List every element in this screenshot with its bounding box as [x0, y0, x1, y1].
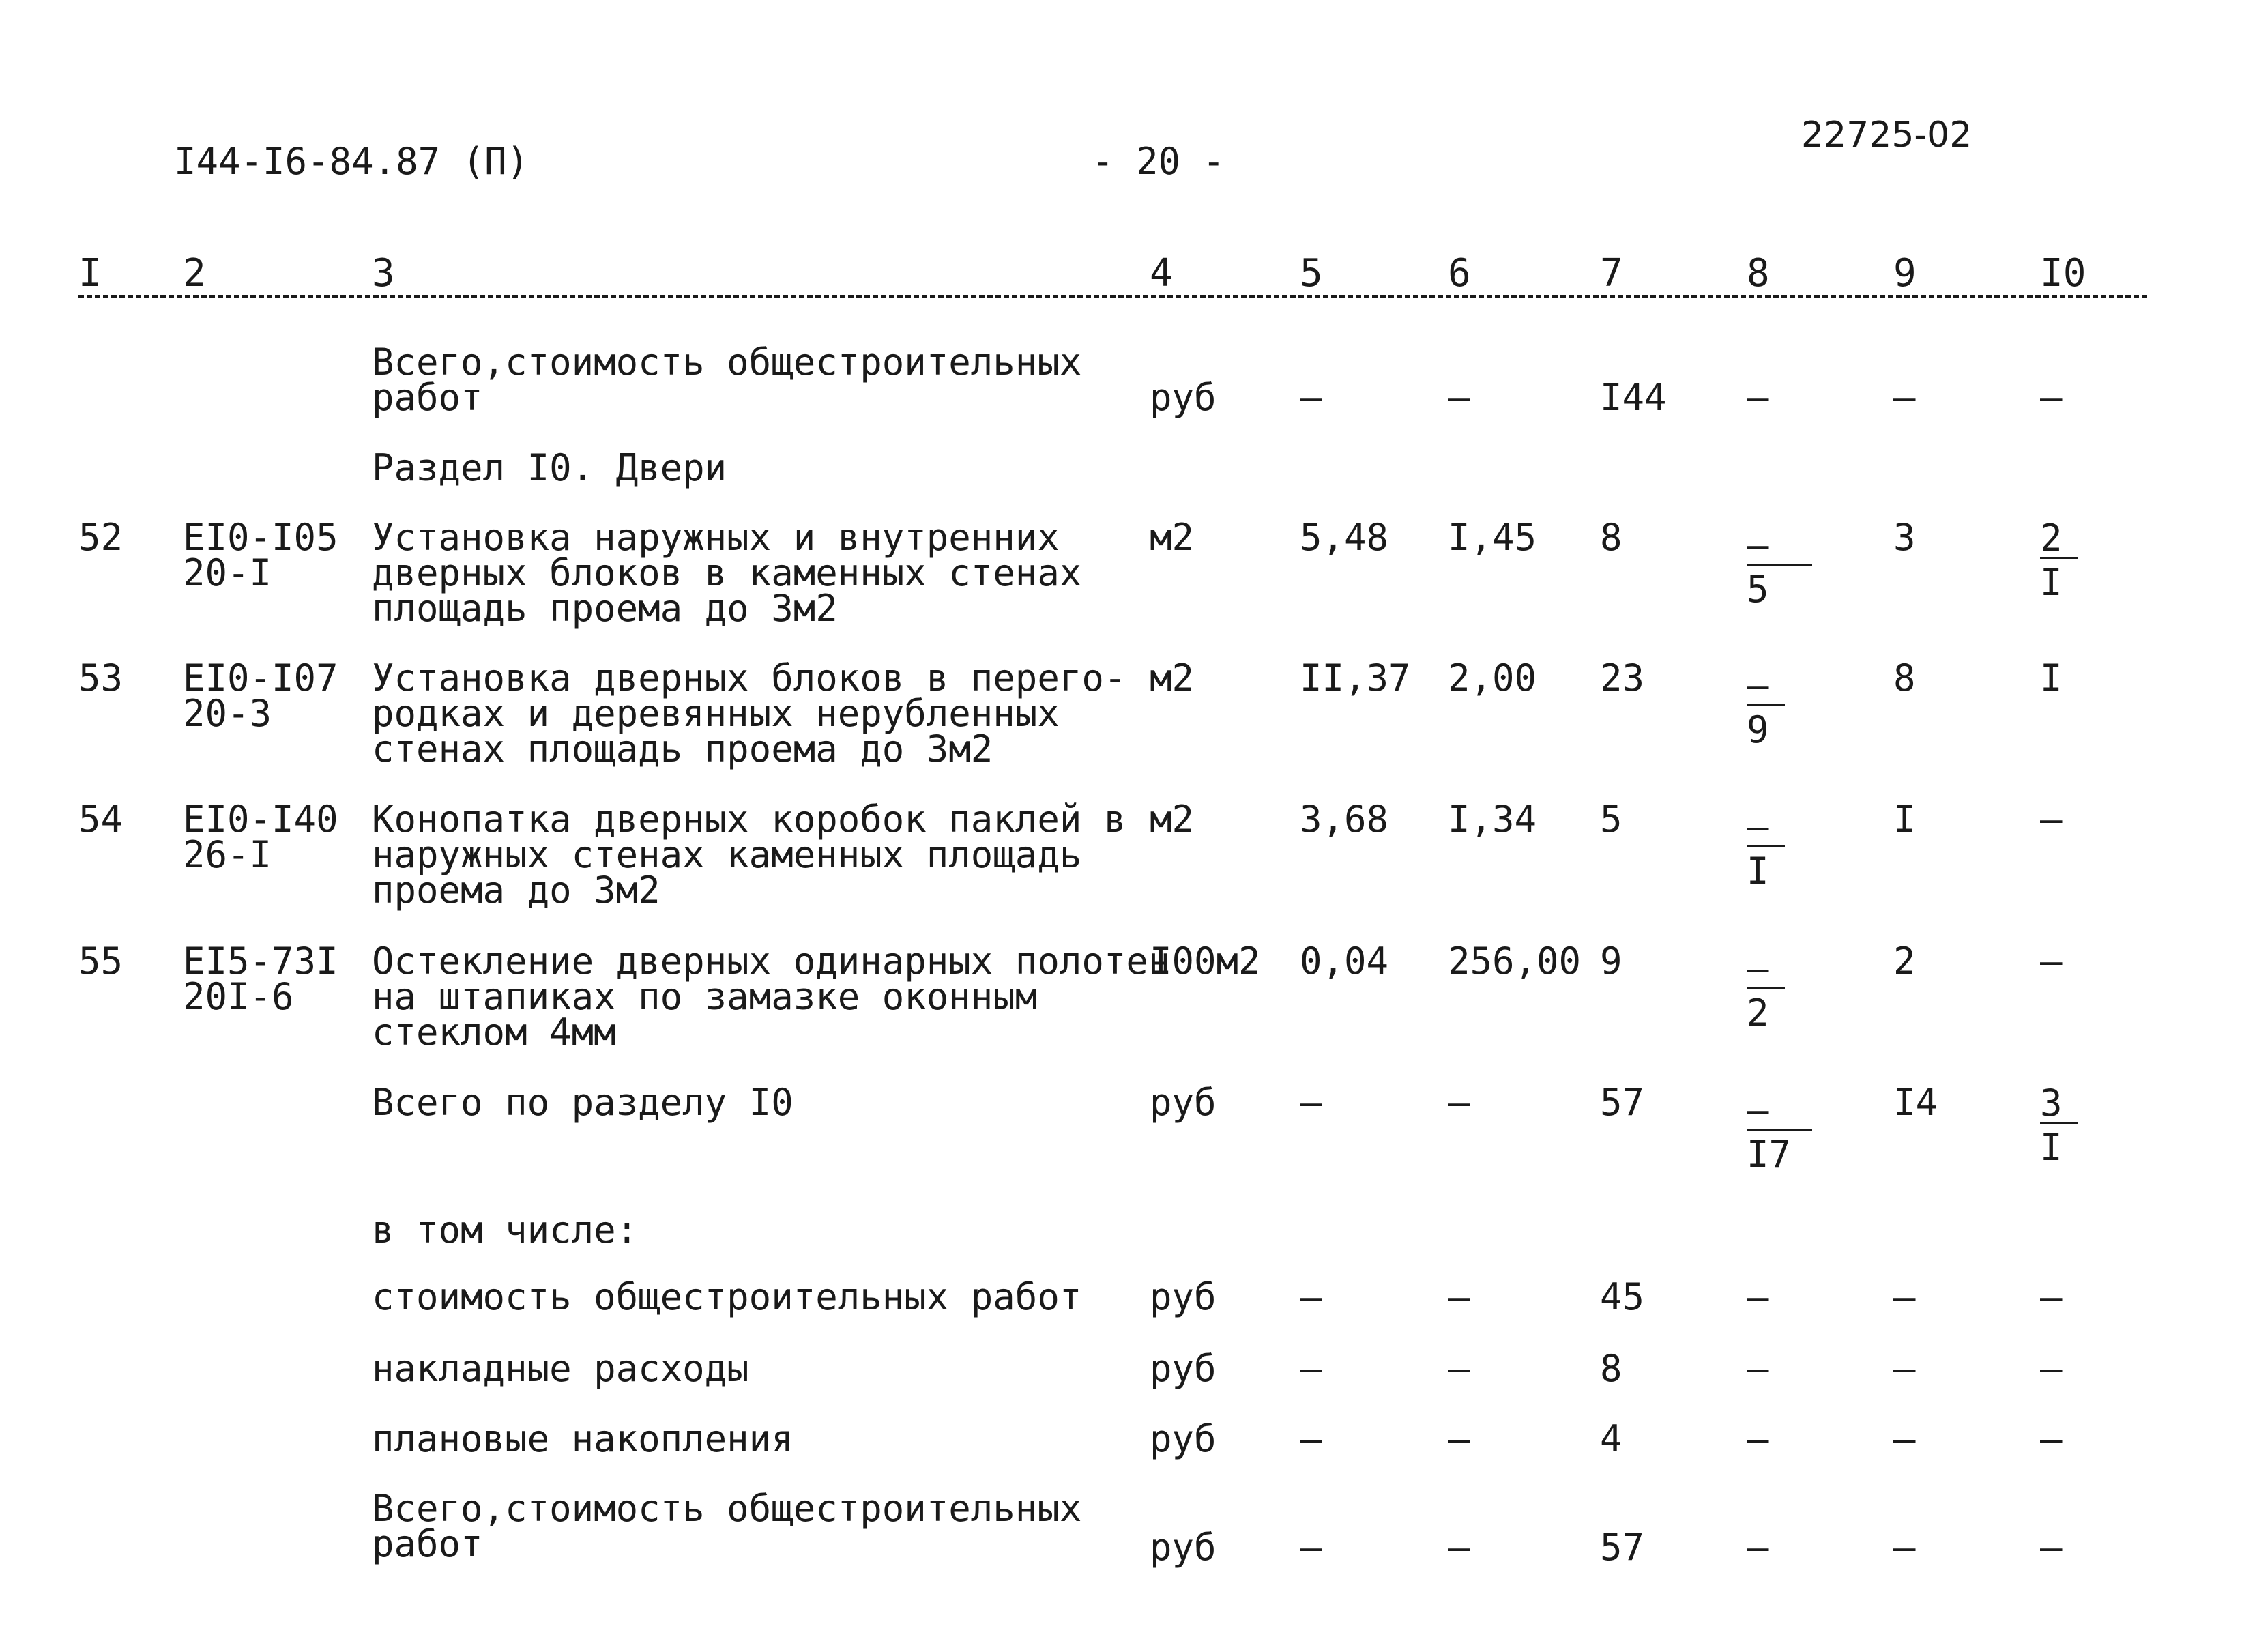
row-52-c6: I,45 [1448, 516, 1537, 559]
column-number-5: 5 [1300, 251, 1323, 295]
row-53-c9: 8 [1893, 656, 1916, 699]
row-55-c5: 0,04 [1300, 940, 1389, 983]
column-number-9: 9 [1893, 251, 1917, 295]
row-54-unit: м2 [1150, 798, 1195, 841]
sub2-c6: – [1448, 1347, 1470, 1390]
general-total-c5: – [1300, 1526, 1322, 1569]
sub2-c5: – [1300, 1347, 1322, 1390]
row-55-c6: 256,00 [1448, 940, 1582, 983]
column-number-4: 4 [1150, 251, 1173, 295]
row-54-desc: Конопатка дверных коробок паклей в наружных стенах каменных площадь проема до 3м2 [372, 798, 1126, 912]
sub3-c9: – [1893, 1417, 1916, 1460]
sub1-c5: – [1300, 1275, 1322, 1318]
sub2-unit: руб [1150, 1347, 1217, 1390]
sub3-c8: – [1747, 1417, 1769, 1460]
column-number-7: 7 [1600, 251, 1623, 295]
row-54-c6: I,34 [1448, 798, 1537, 841]
general-total-c10: – [2040, 1526, 2063, 1569]
row-55-c8-fraction: – 2 [1747, 951, 1785, 1032]
sub1-c9: – [1893, 1275, 1916, 1318]
row-52-c10-fraction: $\frac{2}{I}$ [2040, 520, 2078, 601]
row-54-c10: – [2040, 798, 2063, 841]
general-total-unit: руб [1150, 1526, 1217, 1569]
sub1-desc: стоимость общестроительных работ [372, 1275, 1082, 1318]
row-54-c7: 5 [1600, 798, 1622, 841]
document-code: I44-I6-84.87 (П) [174, 140, 529, 183]
sub1-c6: – [1448, 1275, 1470, 1318]
row-55-c9: 2 [1893, 940, 1916, 983]
sub1-unit: руб [1150, 1275, 1217, 1318]
sub1-c7: 45 [1600, 1275, 1645, 1318]
row-52-code: EI0-I05 20-I [183, 516, 338, 594]
sub2-c8: – [1747, 1347, 1769, 1390]
general-total-c8: – [1747, 1526, 1769, 1569]
sub2-c9: – [1893, 1347, 1916, 1390]
sub2-c7: 8 [1600, 1347, 1622, 1390]
section-total-unit: руб [1150, 1081, 1217, 1124]
column-number-10: I0 [2040, 251, 2086, 295]
row-53-number: 53 [78, 656, 123, 699]
section-total-desc: Всего по разделу I0 [372, 1081, 793, 1124]
including-label: в том числе: [372, 1208, 639, 1251]
sub3-c5: – [1300, 1417, 1322, 1460]
row-55-number: 55 [78, 940, 123, 983]
column-header-rule [78, 295, 2147, 298]
row-total-before-c10: – [2040, 376, 2063, 419]
row-total-before-unit: руб [1150, 376, 1217, 419]
row-53-unit: м2 [1150, 656, 1195, 699]
row-53-c5: II,37 [1300, 656, 1411, 699]
section-total-c5: – [1300, 1081, 1322, 1124]
row-55-code: EI5-73I 20I-6 [183, 940, 338, 1018]
row-54-code: EI0-I40 26-I [183, 798, 338, 876]
sub3-unit: руб [1150, 1417, 1217, 1460]
row-55-desc: Остекление дверных одинарных полотен на штапиках по замазке оконным стеклом 4мм [372, 940, 1171, 1054]
row-total-before-c5: – [1300, 376, 1322, 419]
row-52-c5: 5,48 [1300, 516, 1389, 559]
row-55-unit: I00м2 [1150, 940, 1261, 983]
column-number-6: 6 [1448, 251, 1471, 295]
sub1-c10: – [2040, 1275, 2063, 1318]
row-55-c10: – [2040, 940, 2063, 983]
sub3-c6: – [1448, 1417, 1470, 1460]
section-total-c6: – [1448, 1081, 1470, 1124]
section-total-c9: I4 [1893, 1081, 1938, 1124]
row-53-c6: 2,00 [1448, 656, 1537, 699]
page-number: - 20 - [1092, 140, 1225, 183]
section-total-c8-fraction: – I7 [1747, 1092, 1812, 1173]
row-55-c7: 9 [1600, 940, 1622, 983]
row-total-before-c9: – [1893, 376, 1916, 419]
row-total-before-c6: – [1448, 376, 1470, 419]
section-title: Раздел I0. Двери [372, 446, 727, 489]
column-number-2: 2 [183, 251, 206, 295]
row-52-c7: 8 [1600, 516, 1622, 559]
row-52-desc: Установка наружных и внутренних дверных блоков в каменных стенах площадь проема до 3м2 [372, 516, 1082, 630]
archive-stamp: 22725-02 [1801, 115, 1972, 156]
row-52-number: 52 [78, 516, 123, 559]
general-total-c9: – [1893, 1526, 1916, 1569]
row-53-desc: Установка дверных блоков в перего- родках и деревянных нерубленных стенах площадь проема до 3м2 [372, 656, 1126, 770]
general-total-c6: – [1448, 1526, 1470, 1569]
row-53-c7: 23 [1600, 656, 1645, 699]
row-53-c8-fraction: – 9 [1747, 667, 1785, 749]
row-total-before-c7: I44 [1600, 376, 1667, 419]
section-total-c7: 57 [1600, 1081, 1645, 1124]
row-52-c9: 3 [1893, 516, 1916, 559]
row-53-code: EI0-I07 20-3 [183, 656, 338, 735]
row-54-c5: 3,68 [1300, 798, 1389, 841]
sub2-desc: накладные расходы [372, 1347, 749, 1390]
row-54-number: 54 [78, 798, 123, 841]
sub3-c10: – [2040, 1417, 2063, 1460]
row-total-before-desc: Всего,стоимость общестроительных работ [372, 340, 1082, 419]
column-number-1: I [78, 251, 102, 295]
column-number-8: 8 [1747, 251, 1770, 295]
sub1-c8: – [1747, 1275, 1769, 1318]
row-total-before-c8: – [1747, 376, 1769, 419]
row-54-c9: I [1893, 798, 1916, 841]
general-total-c7: 57 [1600, 1526, 1645, 1569]
sub2-c10: – [2040, 1347, 2063, 1390]
row-54-c8-fraction: – I [1747, 809, 1785, 890]
row-52-c8-fraction: – 5 [1747, 527, 1812, 608]
column-number-3: 3 [372, 251, 395, 295]
sub3-c7: 4 [1600, 1417, 1622, 1460]
section-total-c10-fraction: $\frac{3}{I}$ [2040, 1085, 2078, 1166]
row-53-c10: I [2040, 656, 2063, 699]
row-52-unit: м2 [1150, 516, 1195, 559]
sub3-desc: плановые накопления [372, 1417, 793, 1460]
general-total-desc: Всего,стоимость общестроительных работ [372, 1487, 1082, 1565]
